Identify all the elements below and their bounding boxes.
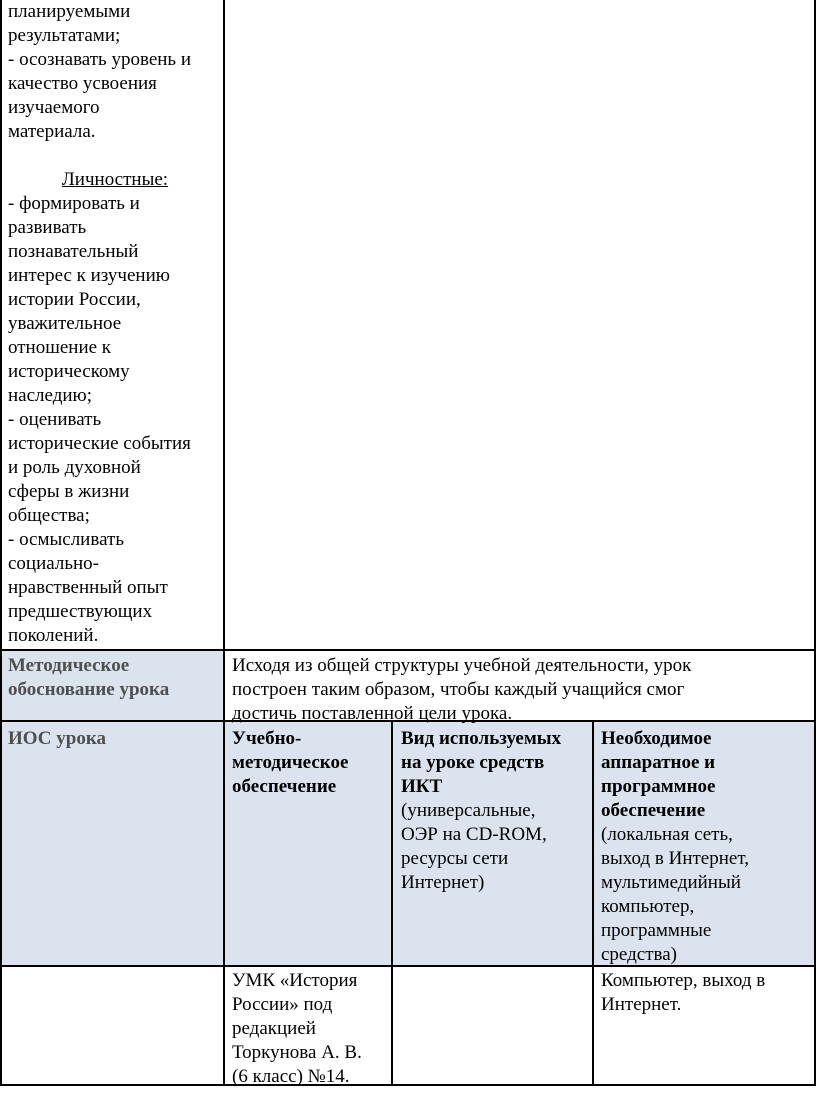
data-col3-line: Компьютер, выход в [601,970,766,991]
outcome-line: результатами; [8,25,121,46]
outcome-line: общества; [8,505,90,526]
ios-col2-line: ОЭР на CD-ROM, [401,824,547,845]
personal-heading: Личностные: [61,169,169,190]
column-divider-3 [592,720,594,1086]
outcome-line: познавательный [8,241,139,262]
column-divider-2 [391,720,393,1086]
method-text-line: Исходя из общей структуры учебной деятельности, урок [232,655,692,676]
method-label [8,654,220,702]
method-label-line: Методическое [8,655,130,676]
column-divider-main [223,0,225,1086]
outcome-line: качество усвоения [8,73,157,94]
outcome-line: - осмысливать [8,529,124,550]
data-col3-line: Интернет. [601,994,682,1015]
outcome-line: интерес к изучению [8,265,170,286]
table-bottom-border [0,1084,816,1086]
method-text [232,654,812,726]
ios-col1-line: Учебно- [232,728,302,749]
ios-label: ИОС урока [8,728,106,749]
outcome-line: предшествующих [8,601,153,622]
ios-col3-line: программные [601,920,712,941]
ios-col3-bold-line: программное [601,776,716,797]
table-left-border [0,0,2,1086]
ios-col3-line: средства) [601,944,677,965]
data-col1-line: России» под [232,994,333,1015]
ios-col2-bold-line: на уроке средств [401,752,545,773]
ios-col3-line: компьютер, [601,896,695,917]
ios-col1-line: методическое [232,752,349,773]
outcome-line: поколений. [8,625,99,646]
outcome-line: истории России, [8,289,141,310]
method-label-line: обоснование урока [8,679,170,700]
outcome-line: исторические события [8,433,191,454]
outcome-line: - оценивать [8,409,102,430]
row-divider-1 [0,649,816,651]
outcome-line: - формировать и [8,193,140,214]
outcome-line: - осознавать уровень и [8,49,192,70]
outcome-line: изучаемого [8,97,100,118]
ios-col2-bold-line: ИКТ [401,776,443,797]
ios-col2-line: ресурсы сети [401,848,509,869]
data-col1-line: редакцией [232,1018,316,1039]
data-col3-text [601,969,813,1017]
outcome-line: отношение к [8,337,112,358]
outcome-line: наследию; [8,385,93,406]
ios-col3-line: (локальная сеть, [601,824,733,845]
ios-col3-bold-line: аппаратное и [601,752,716,773]
ios-col3-line: выход в Интернет, [601,848,749,869]
outcome-line: планируемыми [8,1,131,22]
ios-col2-line: Интернет) [401,872,485,893]
ios-col3-line: мультимедийный [601,872,741,893]
outcome-line: сферы в жизни [8,481,130,502]
data-col1-line: Торкунова А. В. [232,1042,362,1063]
outcomes-text [8,0,222,648]
ios-col3-bold-line: обеспечение [601,800,706,821]
ios-col3-bold-line: Необходимое [601,728,712,749]
outcome-line: и роль духовной [8,457,141,478]
outcome-line: историческому [8,361,130,382]
ios-col2-heading [401,727,591,895]
data-col1-line: (6 класс) №14. [232,1066,350,1087]
data-col1-line: УМК «История [232,970,358,991]
outcome-line: уважительное [8,313,122,334]
outcome-line: развивать [8,217,87,238]
ios-col1-line: обеспечение [232,776,337,797]
method-text-line: достичь поставленной цели урока. [232,703,513,724]
data-col1-text [232,969,389,1089]
method-text-line: построен таким образом, чтобы каждый учащийся смог [232,679,685,700]
outcome-line: материала. [8,121,96,142]
ios-col3-heading [601,727,813,967]
ios-col2-line: (универсальные, [401,800,536,821]
outcome-line: социально- [8,553,100,574]
ios-col2-bold-line: Вид используемых [401,728,562,749]
ios-col1-heading [232,727,389,799]
outcome-line: нравственный опыт [8,577,168,598]
